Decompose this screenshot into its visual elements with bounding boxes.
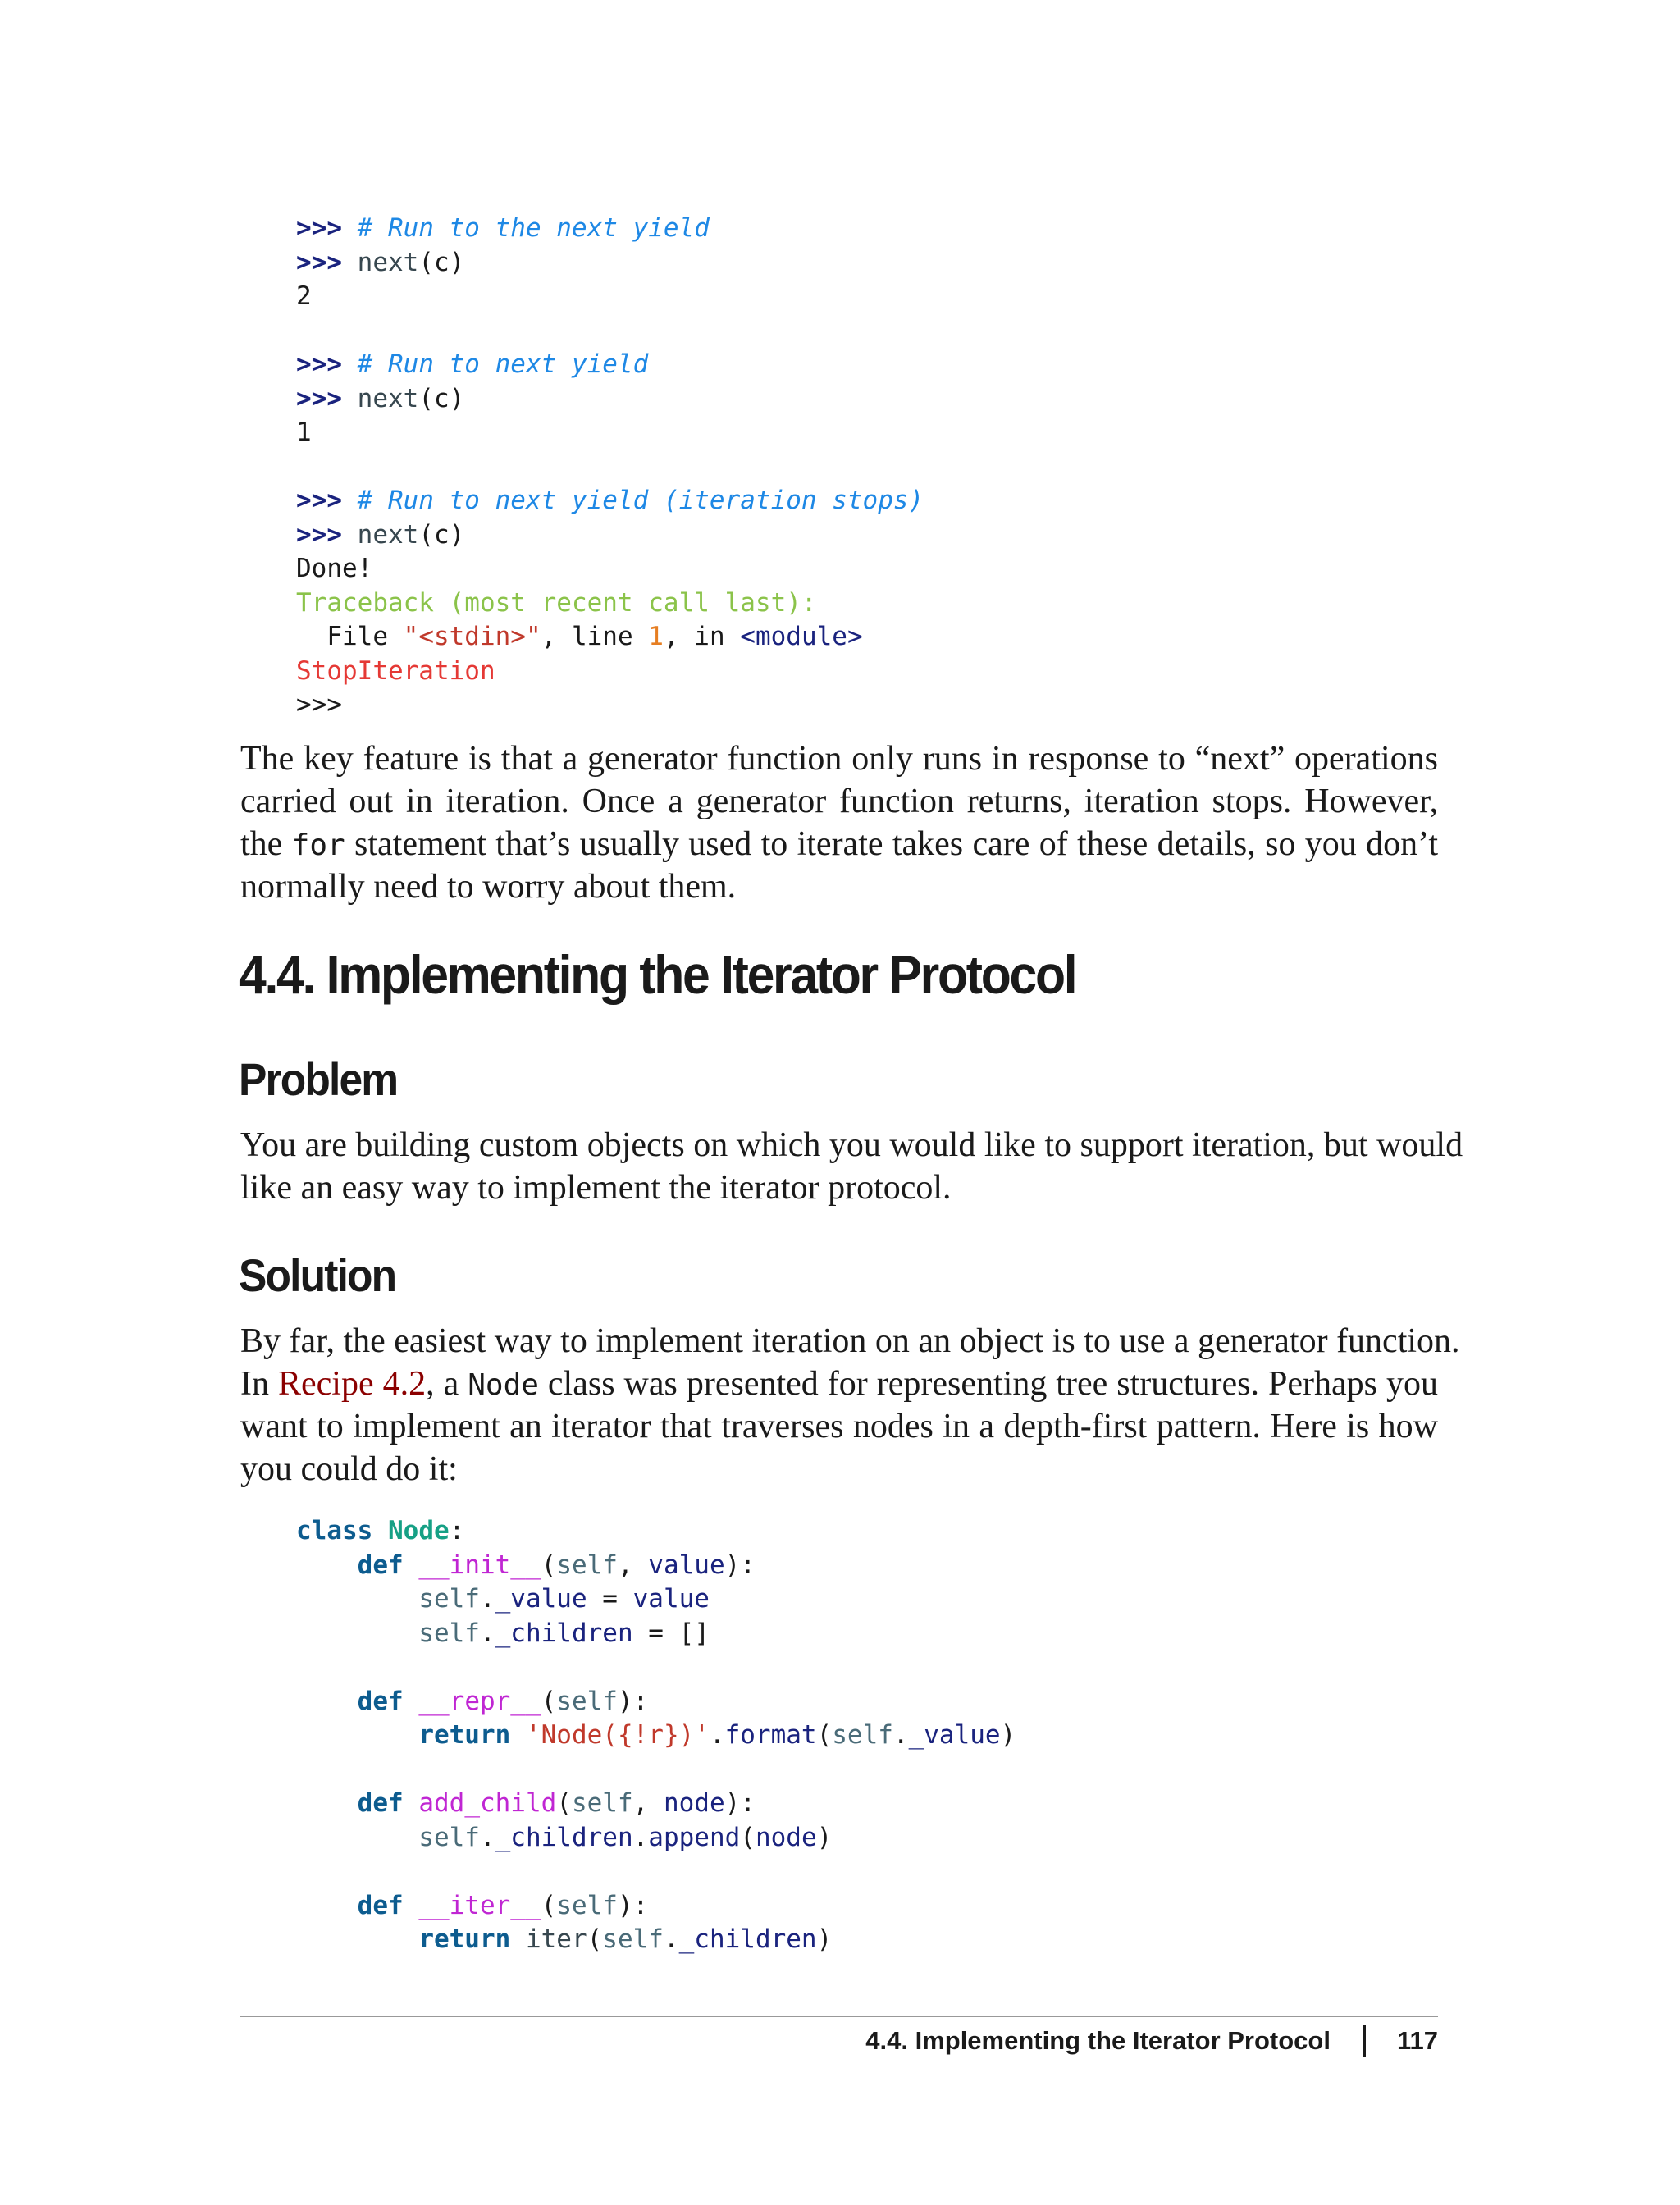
code-line — [296, 1923, 1527, 1957]
code-token: ) — [816, 1924, 833, 1954]
code-token: ) — [816, 1822, 833, 1852]
code-token: self — [602, 1924, 664, 1954]
code-token: . — [479, 1822, 495, 1852]
code-line — [296, 1650, 1527, 1685]
code-token: , — [617, 1550, 649, 1580]
code-token — [296, 1584, 418, 1614]
section-title: 4.4. Implementing the Iterator Protocol — [239, 944, 1076, 1005]
code-line — [296, 348, 1527, 382]
code-line — [296, 655, 1527, 689]
code-token — [404, 1550, 419, 1580]
code-token: >>> — [296, 213, 358, 243]
code-token: value — [648, 1550, 725, 1580]
code-line — [296, 1685, 1527, 1719]
code-token: _value — [495, 1584, 587, 1614]
text-span: , a — [426, 1365, 468, 1403]
code-token: ): — [617, 1686, 649, 1716]
page-footer — [865, 2025, 1438, 2057]
footer-rule — [240, 2016, 1438, 2017]
text-span: want to implement an iterator that traverses nodes in a depth-first pattern. Here is how — [240, 1408, 1438, 1445]
code-token: ) — [1000, 1720, 1016, 1750]
code-token: iter — [525, 1924, 587, 1954]
code-token: >>> — [296, 349, 358, 379]
code-token: . — [663, 1924, 679, 1954]
code-token — [404, 1788, 419, 1818]
code-token: def — [357, 1550, 404, 1580]
code-token: append — [648, 1822, 741, 1852]
code-token: value — [632, 1584, 710, 1614]
code-token: ( — [740, 1822, 756, 1852]
code-token: self — [418, 1618, 480, 1648]
text-span: The key feature is that a generator function only runs in response to “next” operations — [240, 740, 1438, 778]
code-line — [296, 1855, 1527, 1889]
text-line — [240, 823, 1438, 865]
code-token: . — [709, 1720, 725, 1750]
code-token: . — [479, 1618, 495, 1648]
code-token: >>> — [296, 519, 358, 550]
code-line — [296, 484, 1527, 518]
code-token: ( — [556, 1788, 572, 1818]
text-span: like an easy way to implement the iterator protocol. — [240, 1169, 952, 1207]
text-line — [240, 1405, 1438, 1448]
code-token — [296, 1720, 418, 1750]
code-token: >>> — [296, 247, 358, 277]
recipe-link[interactable]: Recipe 4.2 — [277, 1365, 427, 1403]
code-line — [296, 246, 1527, 281]
paragraph-solution — [240, 1320, 1460, 1491]
text-line — [240, 865, 1438, 908]
code-token: _children — [495, 1822, 633, 1852]
paragraph-generator-explanation — [240, 737, 1438, 908]
code-line — [296, 212, 1527, 246]
code-token: ( — [816, 1720, 833, 1750]
code-token: class — [296, 1516, 373, 1545]
code-token: self — [556, 1550, 618, 1580]
code-line — [296, 620, 1527, 655]
code-token: >>> — [296, 690, 342, 719]
code-token: . — [892, 1720, 909, 1750]
code-token: "<stdin>" — [403, 622, 541, 651]
text-span: carried out in iteration. Once a generator function returns, iteration stops. However, — [240, 783, 1438, 820]
running-title: 4.4. Implementing the Iterator Protocol — [865, 2026, 1331, 2055]
text-line — [240, 737, 1438, 780]
code-token: ( — [587, 1924, 603, 1954]
text-line — [240, 1124, 1463, 1166]
code-token — [510, 1924, 526, 1954]
code-line — [296, 518, 1527, 553]
paragraph-problem — [240, 1124, 1463, 1209]
code-token: File — [296, 622, 404, 651]
code-token: next — [357, 519, 419, 550]
code-block-node-class — [296, 1514, 1527, 1957]
text-line — [240, 1448, 1438, 1491]
code-token — [510, 1720, 526, 1750]
code-token: 'Node({!r})' — [525, 1720, 710, 1750]
code-token: StopIteration — [296, 655, 495, 686]
text-span: Node — [468, 1368, 539, 1402]
code-token: return — [418, 1924, 511, 1954]
code-token: def — [357, 1890, 404, 1920]
solution-heading: Solution — [239, 1249, 396, 1301]
code-token: format — [724, 1720, 817, 1750]
code-token: self — [832, 1720, 893, 1750]
code-line — [296, 416, 1527, 450]
code-token: . — [479, 1584, 495, 1614]
code-token: >>> — [296, 383, 358, 413]
code-token: ): — [724, 1788, 756, 1818]
code-token: . — [632, 1822, 649, 1852]
code-token: ( — [541, 1550, 557, 1580]
text-span: By far, the easiest way to implement iteration on an object is to use a generator function. — [240, 1322, 1460, 1360]
code-block-interactive-session — [296, 212, 1527, 723]
code-token: self — [418, 1584, 480, 1614]
code-token: <module> — [740, 622, 863, 651]
text-line — [240, 780, 1438, 823]
code-line — [296, 1889, 1527, 1924]
code-line — [296, 1549, 1527, 1583]
text-line — [240, 1166, 1438, 1209]
code-token: __iter__ — [418, 1890, 541, 1920]
code-line — [296, 1753, 1527, 1787]
text-span: You are building custom objects on which you would like to support iteration, but would — [240, 1126, 1463, 1164]
code-token: 1 — [296, 418, 312, 447]
code-token: ): — [724, 1550, 756, 1580]
code-line — [296, 1617, 1527, 1651]
code-token — [296, 1823, 418, 1852]
code-token: self — [418, 1822, 480, 1852]
code-line — [296, 382, 1527, 417]
code-token: ( — [541, 1686, 557, 1716]
code-line — [296, 587, 1527, 621]
code-token: = — [587, 1584, 633, 1614]
code-token: ): — [617, 1890, 649, 1920]
text-span: you could do it: — [240, 1450, 458, 1488]
code-token — [296, 1687, 358, 1716]
code-token — [296, 1618, 418, 1648]
code-token: Node — [388, 1516, 450, 1545]
code-token — [404, 1891, 419, 1920]
code-token: self — [571, 1788, 633, 1818]
code-token: add_child — [418, 1788, 557, 1818]
code-token: _children — [495, 1618, 633, 1648]
code-token: , in — [663, 622, 741, 651]
text-span: for — [291, 829, 345, 862]
code-token: __repr__ — [418, 1686, 541, 1716]
code-line — [296, 1582, 1527, 1617]
text-line — [240, 1363, 1438, 1405]
code-token: (c) — [418, 247, 465, 277]
text-span: In — [240, 1365, 278, 1403]
code-line — [296, 1787, 1527, 1821]
code-token: _value — [908, 1720, 1001, 1750]
code-token — [296, 1550, 358, 1580]
code-token: def — [357, 1686, 404, 1716]
code-token — [296, 1788, 358, 1818]
code-token: # Run to next yield — [357, 349, 649, 379]
code-token: , line — [541, 622, 649, 651]
text-span: statement that’s usually used to iterate takes care of these details, so you don’t — [345, 825, 1439, 863]
footer-separator — [1363, 2025, 1366, 2057]
code-token: next — [357, 383, 419, 413]
code-line — [296, 1821, 1527, 1856]
code-line — [296, 314, 1527, 349]
code-token: = [] — [632, 1618, 710, 1648]
code-token: node — [755, 1822, 817, 1852]
code-token: _children — [678, 1924, 817, 1954]
code-token: self — [556, 1890, 618, 1920]
code-line — [296, 280, 1527, 314]
code-line — [296, 688, 1527, 723]
text-span: class was presented for representing tree structures. Perhaps you — [538, 1365, 1438, 1403]
text-line — [240, 1320, 1460, 1363]
code-token: def — [357, 1788, 404, 1818]
code-token: Done! — [296, 554, 373, 583]
code-token — [404, 1687, 419, 1716]
code-token: # Run to the next yield — [357, 213, 710, 243]
code-token: Traceback (most recent call last): — [296, 587, 817, 618]
page-number: 117 — [1396, 2026, 1438, 2055]
text-span: the — [240, 825, 292, 863]
code-token: 1 — [648, 622, 664, 651]
code-token: : — [449, 1516, 465, 1545]
code-token — [296, 1891, 358, 1920]
code-token: node — [663, 1788, 725, 1818]
code-token — [372, 1516, 388, 1545]
code-line — [296, 1719, 1527, 1753]
code-line — [296, 552, 1527, 587]
code-token: self — [556, 1686, 618, 1716]
code-token: next — [357, 247, 419, 277]
problem-heading: Problem — [239, 1053, 398, 1105]
code-token: (c) — [418, 383, 465, 413]
code-token: (c) — [418, 519, 465, 550]
code-token: ( — [541, 1890, 557, 1920]
code-line — [296, 450, 1527, 485]
code-line — [296, 1514, 1527, 1549]
code-token: __init__ — [418, 1550, 541, 1580]
code-token — [296, 1924, 418, 1954]
code-token: # Run to next yield (iteration stops) — [357, 486, 924, 515]
code-token: >>> — [296, 486, 358, 515]
code-token: 2 — [296, 281, 312, 311]
text-span: normally need to worry about them. — [240, 868, 737, 906]
code-token: return — [418, 1720, 511, 1750]
code-token: , — [632, 1788, 664, 1818]
